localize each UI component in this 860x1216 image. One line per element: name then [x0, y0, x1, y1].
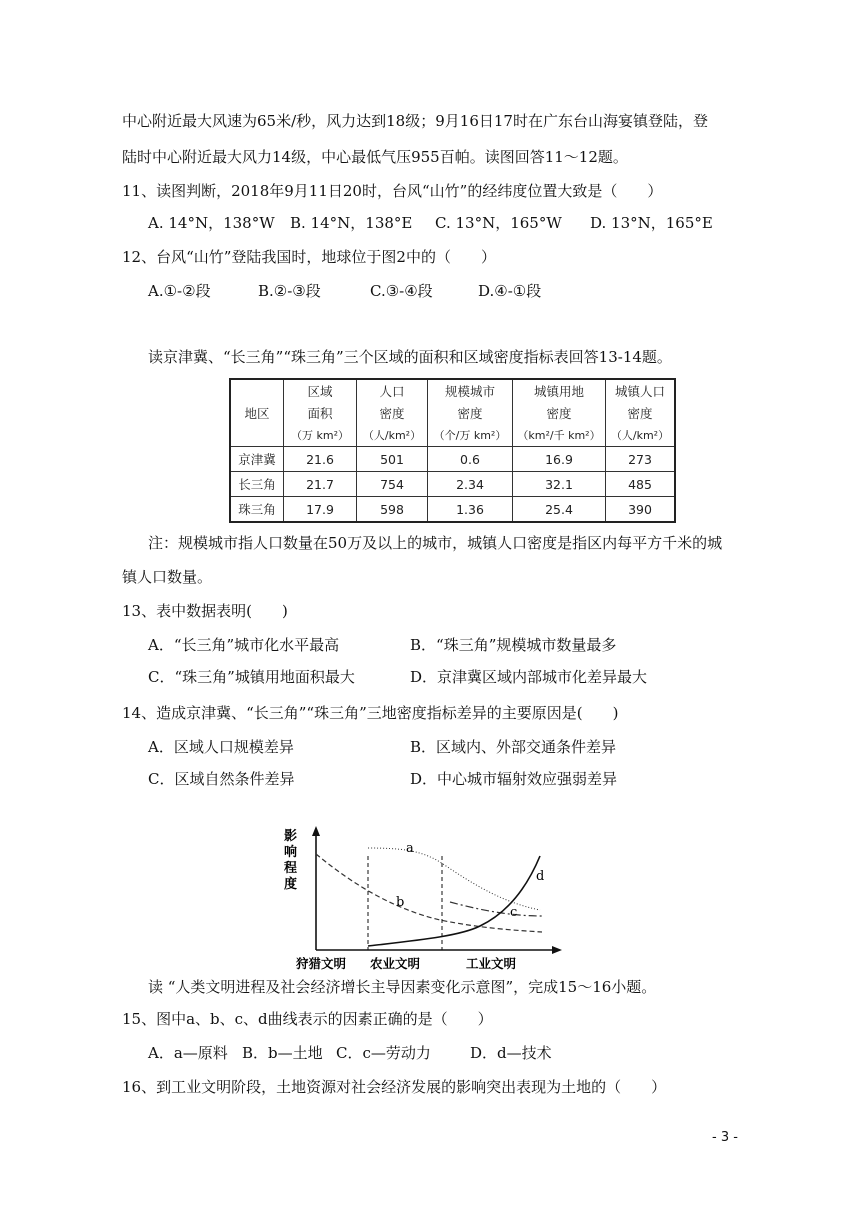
x-label: 农业文明 [370, 956, 421, 971]
table-row [230, 497, 675, 523]
option: B．“珠三角”规模城市数量最多 [410, 636, 617, 654]
header-cell: 城镇用地 [513, 379, 606, 402]
x-label: 狩猎文明 [296, 956, 347, 971]
table-cell: 21.6 [284, 447, 357, 472]
table-row [230, 447, 675, 472]
table-cell: 598 [357, 497, 428, 523]
option: B. 14°N，138°E [290, 214, 413, 232]
option: A．“长三角”城市化水平最高 [148, 636, 340, 654]
option: D．d—技术 [470, 1044, 552, 1062]
curve-label-c: c [510, 905, 518, 920]
header-cell: 规模城市 [428, 379, 513, 402]
curve-b [316, 854, 545, 932]
option: C.③-④段 [370, 282, 433, 300]
y-label-char: 度 [284, 877, 298, 892]
table-cell: 京津冀 [230, 447, 284, 472]
header-cell: 区域 [284, 379, 357, 402]
table-cell: 485 [606, 472, 676, 497]
header-cell: 面积 [284, 402, 357, 424]
intro-13-14: 读京津冀、“长三角”“珠三角”三个区域的面积和区域密度指标表回答13-14题。 [148, 348, 672, 366]
option: A. 14°N，138°W [148, 214, 275, 232]
header-unit: （km²/千 km²） [513, 424, 606, 447]
table-cell: 32.1 [513, 472, 606, 497]
header-unit: （万 km²） [284, 424, 357, 447]
header-unit: （人/km²） [357, 424, 428, 447]
option: C．区域自然条件差异 [148, 770, 295, 788]
text-line: 陆时中心附近最大风力14级，中心最低气压955百帕。读图回答11～12题。 [122, 148, 628, 166]
table-cell: 21.7 [284, 472, 357, 497]
header-cell: 密度 [606, 402, 676, 424]
table-cell: 390 [606, 497, 676, 523]
table-cell: 16.9 [513, 447, 606, 472]
table-cell: 273 [606, 447, 676, 472]
table-cell: 长三角 [230, 472, 284, 497]
curve-label-b: b [396, 895, 405, 910]
question-14: 14、造成京津冀、“长三角”“珠三角”三地密度指标差异的主要原因是( ) [122, 704, 619, 722]
question-15: 15、图中a、b、c、d曲线表示的因素正确的是（ ） [122, 1010, 493, 1028]
table-cell: 珠三角 [230, 497, 284, 523]
table-cell: 0.6 [428, 447, 513, 472]
question-12: 12、台风“山竹”登陆我国时，地球位于图2中的（ ） [122, 248, 496, 266]
x-label: 工业文明 [466, 956, 517, 971]
y-label-char: 响 [284, 845, 298, 860]
table-cell: 501 [357, 447, 428, 472]
table-cell: 1.36 [428, 497, 513, 523]
header-cell: 密度 [428, 402, 513, 424]
table-cell: 754 [357, 472, 428, 497]
x-axis-arrow [552, 946, 562, 954]
table-note: 镇人口数量。 [122, 568, 213, 586]
table-cell: 25.4 [513, 497, 606, 523]
page-number: - 3 - [712, 1130, 738, 1145]
curve-d [368, 856, 540, 946]
table-cell: 2.34 [428, 472, 513, 497]
y-label-char: 影 [284, 829, 298, 844]
option: D.④-①段 [478, 282, 542, 300]
option: C．“珠三角”城镇用地面积最大 [148, 668, 355, 686]
option: D. 13°N，165°E [590, 214, 713, 232]
table-cell: 17.9 [284, 497, 357, 523]
option: B．b—土地 [242, 1044, 323, 1062]
curve-label-d: d [536, 869, 545, 884]
option: B.②-③段 [258, 282, 321, 300]
curve-a [368, 848, 540, 910]
curve-c [450, 902, 542, 916]
y-label-char: 程 [284, 861, 298, 876]
table-note: 注：规模城市指人口数量在50万及以上的城市，城镇人口密度是指区内每平方千米的城 [148, 534, 723, 552]
option: A．a—原料 [148, 1044, 228, 1062]
intro-15-16: 读 “人类文明进程及社会经济增长主导因素变化示意图”，完成15～16小题。 [148, 978, 657, 996]
option: D．中心城市辐射效应强弱差异 [410, 770, 618, 788]
option: A．区域人口规模差异 [148, 738, 294, 756]
option: C．c—劳动力 [336, 1044, 431, 1062]
table-row [230, 472, 675, 497]
y-axis-arrow [312, 826, 320, 836]
header-unit: （个/万 km²） [428, 424, 513, 447]
header-unit: （人/km²） [606, 424, 676, 447]
header-cell: 人口 [357, 379, 428, 402]
header-region: 地区 [230, 379, 284, 447]
header-cell: 城镇人口 [606, 379, 676, 402]
density-table [229, 378, 676, 523]
option: C. 13°N，165°W [435, 214, 562, 232]
option: D．京津冀区域内部城市化差异最大 [410, 668, 648, 686]
question-11: 11、读图判断，2018年9月11日20时，台风“山竹”的经纬度位置大致是（ ） [122, 182, 663, 200]
header-cell: 密度 [513, 402, 606, 424]
question-16: 16、到工业文明阶段，土地资源对社会经济发展的影响突出表现为土地的（ ） [122, 1078, 667, 1096]
option: B．区域内、外部交通条件差异 [410, 738, 617, 756]
curve-label-a: a [406, 841, 414, 856]
header-cell: 密度 [357, 402, 428, 424]
text-line: 中心附近最大风速为65米/秒，风力达到18级；9月16日17时在广东台山海宴镇登陆，登 [122, 112, 708, 130]
question-13: 13、表中数据表明( ) [122, 602, 288, 620]
civilization-diagram [270, 822, 570, 972]
option: A.①-②段 [148, 282, 211, 300]
